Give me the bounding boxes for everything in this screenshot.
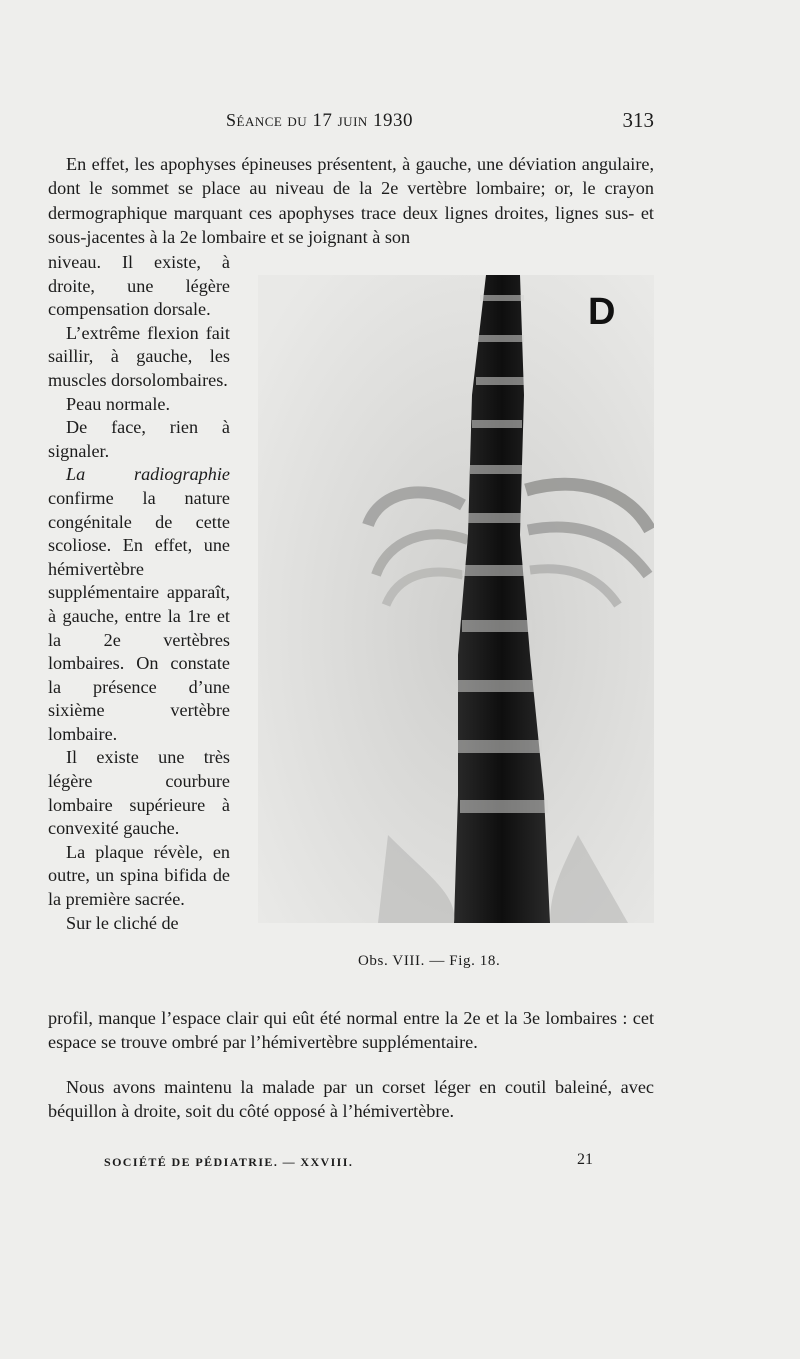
page-number: 313 <box>622 108 654 132</box>
paragraph-curvature: Il existe une très légère courbure lombaire supérieure à convexité gauche. <box>48 747 230 839</box>
header-year: 1930 <box>373 110 414 131</box>
paragraph-radiography <box>48 463 230 746</box>
paragraph-compensation: niveau. Il existe, à droite, une légère compensation dorsale. <box>48 252 230 320</box>
paragraph-flexion: L’extrême flexion fait saillir, à gauche, les muscles dorsolombaires. <box>48 322 230 390</box>
radiography-text: confirme la nature congénitale de cette scoliose. En effet, une hémivertèbre supplémentaire apparaît, à gauche, entre la 1re et la 2e vertèbres lombaires. On constate la présence d’une sixième vertèbre lombaire. <box>48 487 230 744</box>
radiography-emphasis: La radiographie <box>66 464 230 485</box>
header-month: juin <box>337 110 368 130</box>
footer-signature: 21 <box>577 1151 593 1168</box>
figure-caption: Obs. VIII. — Fig. 18. <box>358 953 501 969</box>
intro-paragraph: En effet, les apophyses épineuses présentent, à gauche, une déviation angulaire, dont le sommet se place au niveau de la 2e vertèbre lombaire; or, le crayon dermographique marquant ces apophyses trace deux lignes droites, lignes sus- et sous-jacentes à la 2e lombaire et se joignant à son <box>48 154 654 248</box>
radiograph-image <box>258 275 654 923</box>
header-day: 17 <box>312 110 333 131</box>
paragraph-front: De face, rien à signaler. <box>48 417 230 461</box>
footer-journal: SOCIÉTÉ DE PÉDIATRIE. — XXVIII. <box>104 1155 354 1169</box>
running-header <box>226 108 654 138</box>
closing-paragraph: profil, manque l’espace clair qui eût été normal entre la 2e et la 3e lombaires : cet espace se trouve ombré par l’hémivertèbre supplémentaire. <box>48 1008 654 1053</box>
header-session-label: Séance du <box>226 110 308 130</box>
radiograph-figure <box>258 275 654 923</box>
paragraph-plate: La plaque révèle, en outre, un spina bifida de la première sacrée. <box>48 841 230 910</box>
final-paragraph: Nous avons maintenu la malade par un corset léger en coutil baleiné, avec béquillon à droite, soit du côté opposé à l’hémivertèbre. <box>48 1077 654 1122</box>
side-marker: D <box>588 291 616 333</box>
paragraph-skin: Peau normale. <box>66 393 171 414</box>
text-column <box>48 251 230 935</box>
header-title <box>226 110 413 132</box>
paragraph-profile-start: Sur le cliché de <box>66 912 179 933</box>
